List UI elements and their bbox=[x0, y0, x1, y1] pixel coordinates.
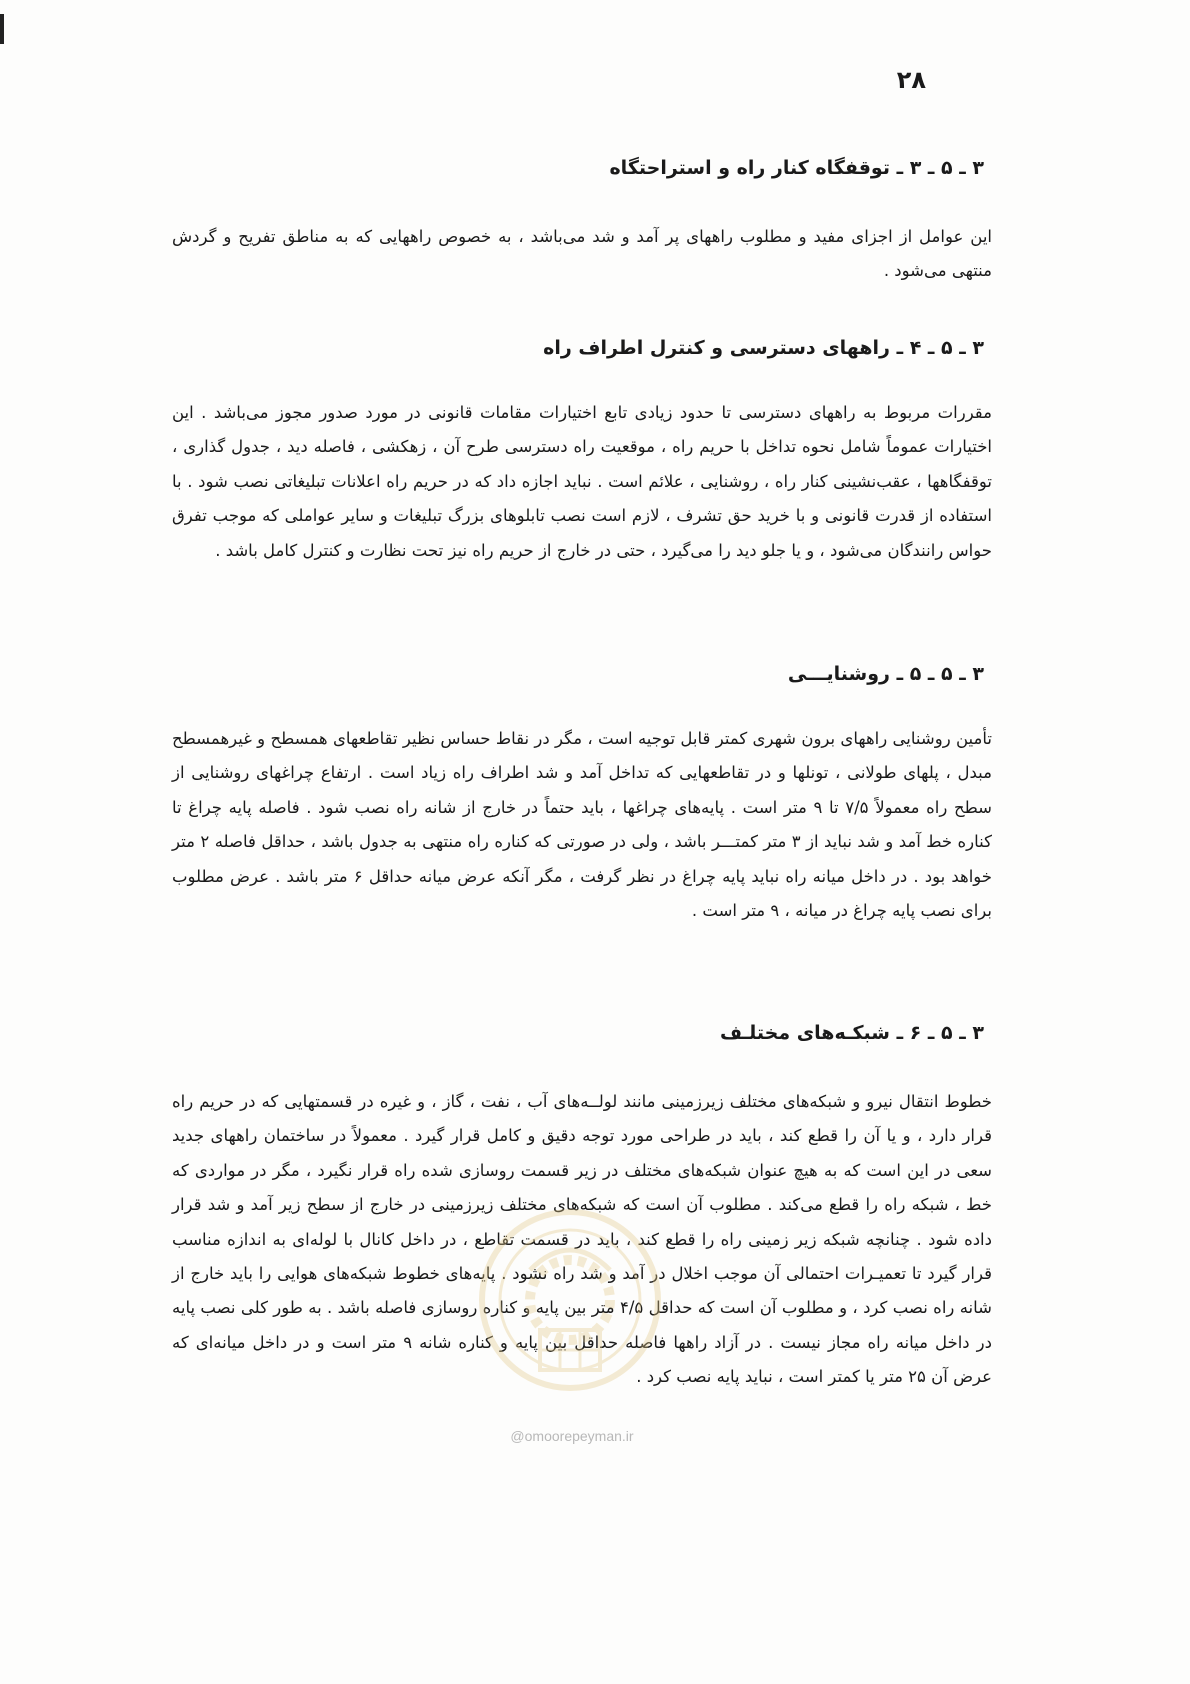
section-heading: ۳ ـ ۵ ـ ۶ ـ شبکـه‌های مختلـف bbox=[720, 1022, 984, 1044]
section-heading: ۳ ـ ۵ ـ ۳ ـ توقفگاه کنار راه و استراحتگاه bbox=[609, 157, 984, 179]
section-heading: ۳ ـ ۵ ـ ۴ ـ راههای دسترسی و کنترل اطراف راه bbox=[543, 337, 984, 359]
section-paragraph: تأمین روشنایی راههای برون شهری کمتر قابل توجیه است ، مگر در نقاط حساس نظیر تقاطعهای همسطح و غیرهمسطح مبدل ، پلهای طولانی ، تونلها و در تقاطعهایی که تداخل آمد و شد اطراف راه زیاد است . ارتفاع چراغهای روشنایی از سطح راه معمولاً ۷/۵ تا ۹ متر است . پایه‌های چراغها ، باید حتماً در خارج از شانه راه نصب شود . فاصله پایه چراغ تا کناره خط آمد و شد نباید از ۳ متر کمتـــر باشد ، ولی در صورتی که کناره راه منتهی به جدول باشد ، حداقل فاصله ۲ متر خواهد بود . در داخل میانه راه نباید پایه چراغ در نظر گرفت ، مگر آنکه عرض میانه حداقل ۶ متر باشد . عرض مطلوب برای نصب پایه چراغ در میانه ، ۹ متر است . bbox=[172, 729, 993, 921]
section-paragraph: خطوط انتقال نیرو و شبکه‌های مختلف زیرزمینی مانند لولــه‌های آب ، نفت ، گاز ، و غیره در قسمتهایی که در حریم راه قرار دارد ، و یا آن را قطع کند ، باید در طراحی مورد توجه دقیق و کامل قرار گیرد . معمولاً در ساختمان راههای جدید سعی در این است که به هیچ عنوان شبکه‌های مختلف در زیر قسمت روسازی شده راه قرار نگیرد ، مگر در مواردی که خط ، شبکه راه را قطع می‌کند . مطلوب آن است که شبکه‌های مختلف زیرزمینی در خارج از سطح زیر آمد و شد قرار داده شود . چنانچه شبکه زیر زمینی راه را قطع کند ، باید در قسمت تقاطع ، در داخل کانال با لوله‌ای به اندازه مناسب قرار گیرد تا تعمیـرات احتمالی آن موجب اخلال در آمد و شد راه نشود . پایه‌های خطوط شبکه‌های هوایی را باید خارج از شانه راه نصب کرد ، و مطلوب آن است که حداقل ۴/۵ متر بین پایه و کناره روسازی فاصله باشد . به طور کلی نصب پایه در داخل میانه راه مجاز نیست . در آزاد راهها فاصله حداقل بین پایه و کناره شانه ۹ متر است و در داخل میانه‌ای که عرض آن ۲۵ متر یا کمتر است ، نباید پایه نصب کرد . bbox=[172, 1092, 993, 1387]
section-paragraph: این عوامل از اجزای مفید و مطلوب راههای پر آمد و شد می‌باشد ، به خصوص راههایی که به مناطق تفریح و گردش منتهی می‌شود . bbox=[172, 227, 992, 281]
page-number: ۲۸ bbox=[896, 66, 926, 94]
section-heading: ۳ ـ ۵ ـ ۵ ـ روشنایـــی bbox=[787, 663, 984, 685]
section-paragraph: مقررات مربوط به راههای دسترسی تا حدود زیادی تابع اختیارات مقامات قانونی در مورد صدور مجوز می‌باشد . این اختیارات عموماً شامل نحوه تداخل با حریم راه ، موقعیت راه دسترسی طرح آن ، زهکشی ، فاصله دید ، جدول گذاری ، توقفگاهها ، عقب‌نشینی کنار راه ، روشنایی ، علائم است . نباید اجازه داد که در حریم راه اعلانات تبلیغاتی نصب شود . با استفاده از قدرت قانونی و با خرید حق تشرف ، لازم است نصب تابلوهای بزرگ تبلیغات و سایر عواملی که موجب تفرق حواس رانندگان می‌شود ، و یا جلو دید را می‌گیرد ، حتی در خارج از حریم راه نیز تحت نظارت و کنترل کامل باشد . bbox=[172, 403, 992, 560]
watermark-text: @omoorepeyman.ir bbox=[510, 1428, 634, 1444]
scan-edge-mark bbox=[0, 14, 4, 44]
watermark-seal-icon bbox=[470, 1200, 670, 1420]
section-rest-area bbox=[172, 150, 992, 289]
section-lighting bbox=[172, 656, 992, 928]
section-access-roads bbox=[172, 330, 992, 568]
